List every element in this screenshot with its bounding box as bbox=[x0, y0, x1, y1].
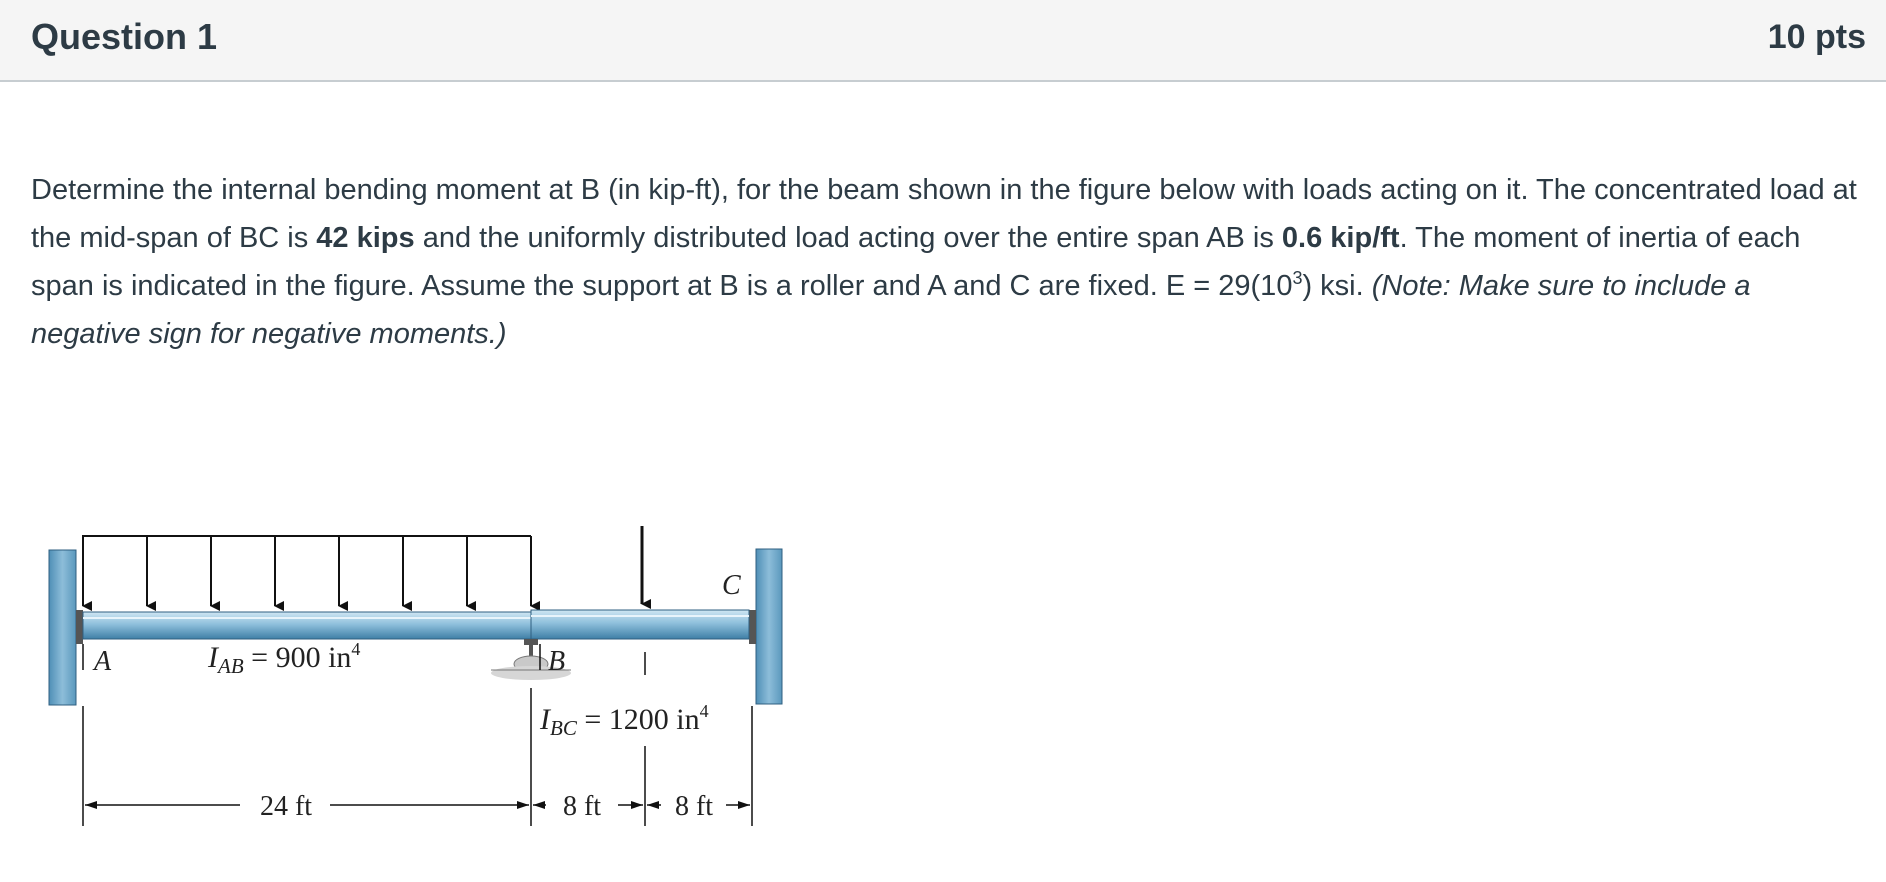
distributed-load-value: 0.6 kip/ft bbox=[1281, 222, 1400, 254]
fixed-support-c bbox=[756, 549, 782, 704]
label-b: B bbox=[548, 646, 566, 677]
beam-figure bbox=[40, 518, 800, 838]
distributed-load-arrows bbox=[83, 536, 531, 606]
i-ab-value: = 900 in bbox=[243, 641, 352, 674]
moment-of-inertia-bc bbox=[539, 701, 709, 740]
label-a: A bbox=[94, 646, 112, 677]
question-text-part2: and the uniformly distributed load acting over the entire span AB is bbox=[414, 222, 1282, 254]
support-c-plate bbox=[749, 610, 756, 644]
question-text-part4: ) ksi. bbox=[1302, 270, 1372, 302]
modulus-exponent: 3 bbox=[1292, 268, 1303, 288]
i-bc-subscript: BC bbox=[550, 716, 577, 740]
dim-ab-label: 24 ft bbox=[259, 791, 313, 822]
question-text-part1: Determine the internal bending moment at B (in kip-ft), for the beam shown in the figure below with loads acting on it. The concentrated load at the mid-span of BC is bbox=[31, 174, 1857, 254]
question-text bbox=[31, 166, 1861, 358]
i-ab-subscript: AB bbox=[218, 654, 244, 678]
i-bc-exponent: 4 bbox=[699, 701, 709, 721]
dim-bc2-label: 8 ft bbox=[674, 791, 714, 822]
concentrated-load-value: 42 kips bbox=[316, 222, 415, 254]
i-bc-value: = 1200 in bbox=[576, 703, 700, 736]
question-points: 10 pts bbox=[1767, 18, 1866, 56]
beam-bc bbox=[531, 610, 749, 639]
label-c: C bbox=[722, 570, 741, 601]
i-ab-symbol: I bbox=[208, 641, 218, 674]
beam-ab bbox=[83, 612, 571, 639]
i-ab-exponent: 4 bbox=[351, 639, 361, 659]
dim-bc1-label: 8 ft bbox=[562, 791, 602, 822]
question-header bbox=[0, 0, 1886, 82]
question-note: (Note: Make sure to include a negative sign for negative moments.) bbox=[31, 270, 1751, 350]
support-a-plate bbox=[76, 610, 83, 644]
i-bc-symbol: I bbox=[540, 703, 550, 736]
moment-of-inertia-ab bbox=[207, 639, 360, 678]
question-text-part3: . The moment of inertia of each span is indicated in the figure. Assume the support at B is a roller and A and C are fixed. E = 29(10 bbox=[31, 222, 1801, 302]
question-title: Question 1 bbox=[31, 16, 218, 57]
fixed-support-a bbox=[49, 550, 76, 705]
